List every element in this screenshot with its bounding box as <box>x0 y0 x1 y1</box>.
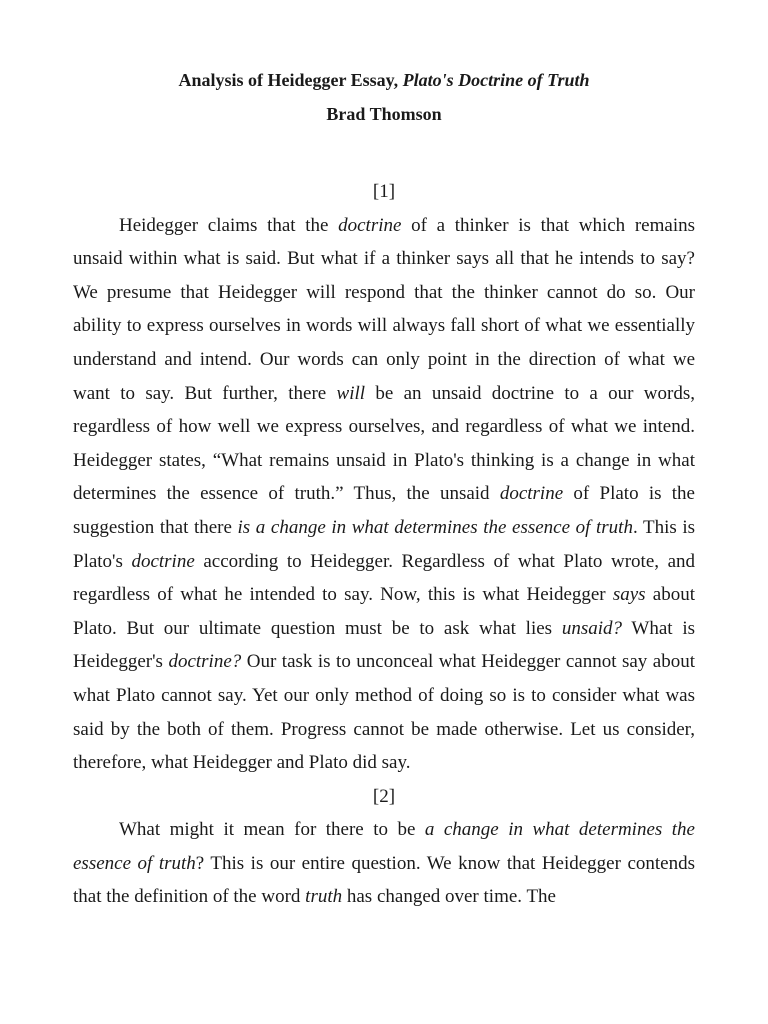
emphasis-text: unsaid? <box>561 617 623 639</box>
paragraph: What might it mean for there to be a change in what determines the essence of truth? This is our entire question. We know that Heidegger contends that the definition of the word truth has changed over time. The <box>73 819 695 908</box>
emphasis-text: truth <box>305 886 343 908</box>
title-text: Analysis of Heidegger Essay, <box>178 70 403 90</box>
emphasis-text: says <box>612 584 646 606</box>
section-number: [2] <box>372 785 396 807</box>
document-title <box>73 66 695 94</box>
emphasis-text: doctrine <box>499 483 564 505</box>
emphasis-text: is a change in what determines the essence of truth <box>237 516 633 538</box>
title-italic-text: Plato's Doctrine of Truth <box>402 70 590 90</box>
emphasis-text: doctrine <box>338 214 402 236</box>
section-number: [1] <box>372 181 396 202</box>
document-page <box>73 66 695 914</box>
document-author: Brad Thomson <box>326 104 442 124</box>
emphasis-text: doctrine? <box>168 651 242 673</box>
emphasis-text: will <box>336 382 366 404</box>
emphasis-text: doctrine <box>131 550 195 572</box>
paragraph: Heidegger claims that the doctrine of a thinker is that which remains unsaid within what is said. But what if a thinker says all that he intends to say? We presume that Heidegger will respond that the thinker cannot do so. Our ability to express ourselves in words will always fall short of what we essentially understand and intend. Our words can only point in the direction of what we want to say. But further, there will be an unsaid doctrine to a our words, regardless of how well we express ourselves, and regardless of what we intend. Heidegger states, “What remains unsaid in Plato's thinking is a change in what determines the essence of truth.” Thus, the unsaid doctrine of Plato is the suggestion that there is a change in what determines the essence of truth. This is Plato's doctrine according to Heidegger. Regardless of what Plato wrote, and regardless of what he intended to say. Now, this is what Heidegger says about Plato. But our ultimate question must be to ask what lies unsaid? What is Heidegger's doctrine? Our task is to unconceal what Heidegger cannot say about what Plato cannot say. Yet our only method of doing so is to consider what was said by the both of them. Progress cannot be made otherwise. Let us consider, therefore, what Heidegger and Plato did say. <box>73 214 696 774</box>
emphasis-text: a change in what determines the essence of truth <box>73 819 695 874</box>
